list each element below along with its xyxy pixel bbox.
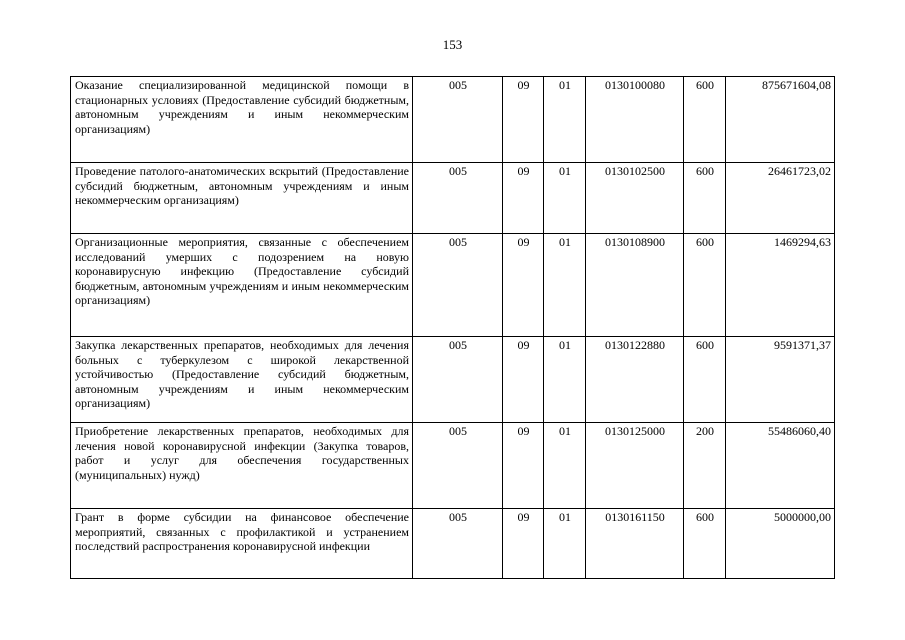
ministry-code: 005 bbox=[413, 163, 503, 234]
budget-table bbox=[70, 76, 835, 579]
ministry-code: 005 bbox=[413, 423, 503, 509]
amount: 875671604,08 bbox=[726, 77, 835, 163]
section-code: 09 bbox=[503, 234, 544, 337]
subsection-code: 01 bbox=[544, 509, 586, 579]
section-code: 09 bbox=[503, 337, 544, 423]
subsection-code: 01 bbox=[544, 337, 586, 423]
row-description: Организационные мероприятия, связанные с обеспечением исследований умерших с подозрением на новую коронавирусную инфекцию (Предоставление субсидий бюджетным, автономным учреждениям и иным некоммерческим организациям) bbox=[71, 234, 413, 337]
table-row bbox=[71, 337, 835, 423]
table-row bbox=[71, 509, 835, 579]
subsection-code: 01 bbox=[544, 163, 586, 234]
row-description: Проведение патолого-анатомических вскрытий (Предоставление субсидий бюджетным, автономным учреждениям и иным некоммерческим организациям) bbox=[71, 163, 413, 234]
target-article-code: 0130102500 bbox=[586, 163, 684, 234]
expense-type-code: 600 bbox=[684, 337, 726, 423]
section-code: 09 bbox=[503, 163, 544, 234]
target-article-code: 0130161150 bbox=[586, 509, 684, 579]
expense-type-code: 200 bbox=[684, 423, 726, 509]
table-row bbox=[71, 163, 835, 234]
expense-type-code: 600 bbox=[684, 77, 726, 163]
expense-type-code: 600 bbox=[684, 234, 726, 337]
ministry-code: 005 bbox=[413, 509, 503, 579]
subsection-code: 01 bbox=[544, 423, 586, 509]
target-article-code: 0130122880 bbox=[586, 337, 684, 423]
amount: 5000000,00 bbox=[726, 509, 835, 579]
amount: 1469294,63 bbox=[726, 234, 835, 337]
section-code: 09 bbox=[503, 423, 544, 509]
subsection-code: 01 bbox=[544, 234, 586, 337]
ministry-code: 005 bbox=[413, 77, 503, 163]
row-description: Приобретение лекарственных препаратов, необходимых для лечения новой коронавирусной инфекции (Закупка товаров, работ и услуг для обеспечения государственных (муниципальных) нужд) bbox=[71, 423, 413, 509]
row-description: Оказание специализированной медицинской помощи в стационарных условиях (Предоставление субсидий бюджетным, автономным учреждениям и иным некоммерческим организациям) bbox=[71, 77, 413, 163]
amount: 9591371,37 bbox=[726, 337, 835, 423]
ministry-code: 005 bbox=[413, 234, 503, 337]
target-article-code: 0130125000 bbox=[586, 423, 684, 509]
row-description-cell bbox=[71, 509, 413, 579]
ministry-code: 005 bbox=[413, 337, 503, 423]
expense-type-code: 600 bbox=[684, 509, 726, 579]
row-description: Грант в форме субсидии на финансовое обеспечение мероприятий, связанных с профилактикой и устранением последствий распространения коронавирусной инфекции bbox=[75, 510, 409, 554]
target-article-code: 0130108900 bbox=[586, 234, 684, 337]
section-code: 09 bbox=[503, 77, 544, 163]
table-row bbox=[71, 77, 835, 163]
subsection-code: 01 bbox=[544, 77, 586, 163]
page-number: 153 bbox=[442, 37, 463, 52]
row-description: Закупка лекарственных препаратов, необходимых для лечения больных с туберкулезом с широкой лекарственной устойчивостью (Предоставление субсидий бюджетным, автономным учреждениям и иным некоммерческим организациям) bbox=[71, 337, 413, 423]
table-row bbox=[71, 234, 835, 337]
table-row bbox=[71, 423, 835, 509]
amount: 55486060,40 bbox=[726, 423, 835, 509]
expense-type-code: 600 bbox=[684, 163, 726, 234]
target-article-code: 0130100080 bbox=[586, 77, 684, 163]
section-code: 09 bbox=[503, 509, 544, 579]
amount: 26461723,02 bbox=[726, 163, 835, 234]
